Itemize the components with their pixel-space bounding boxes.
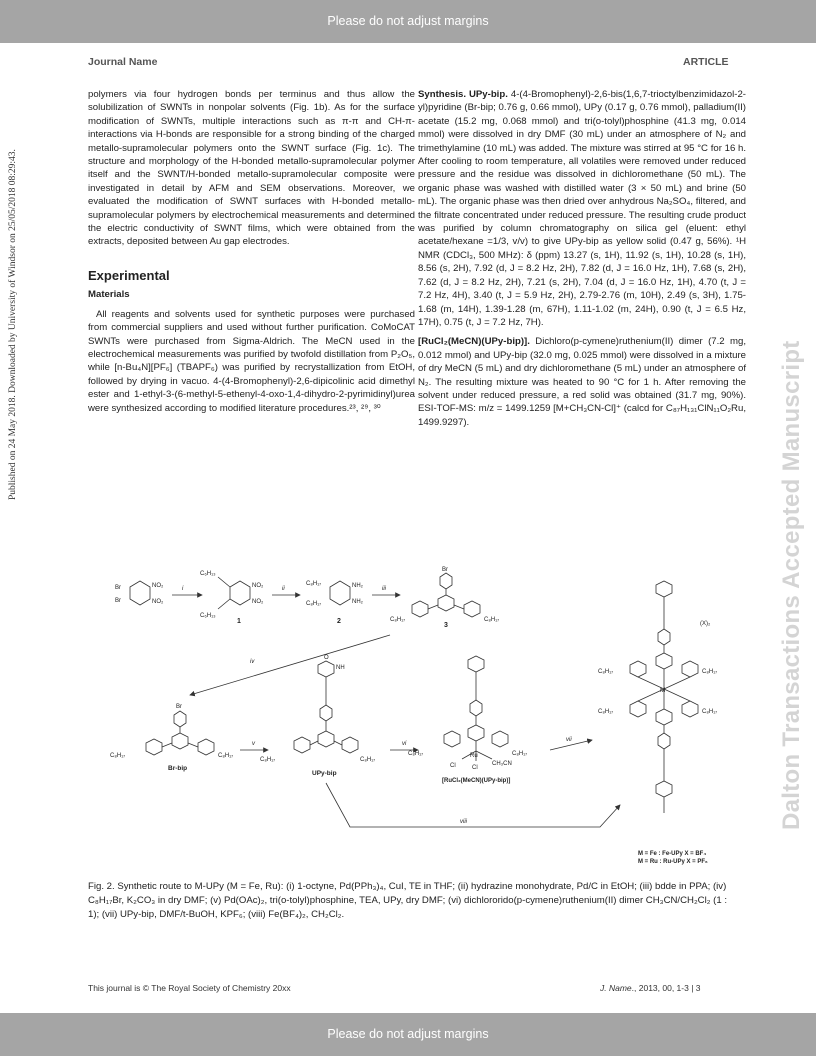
- journal-abbrev: J. Name: [600, 983, 632, 993]
- right-column: [418, 88, 746, 435]
- m-upy-ru-label: M = Ru : Ru-UPy X = PF₆: [638, 859, 708, 865]
- figure-caption: Fig. 2. Synthetic route to M-UPy (M = Fe, Ru): (i) 1-octyne, Pd(PPh₃)₄, CuI, TE in THF; (ii) hydrazine monohydrate, Pd/C in EtOH; (iii) bdde in PPA; (iv) C₈H₁₇Br, K₂CO₃ in dry DMF; (v) Pd(OAc)₂, tri(o-tolyl)phosphine, TEA, UPy, dry DMF; (vi) dichlororido(p-cymene)ruthenium(II) dimer CH₃CN/CH₂Cl₂ (1 : 1); (vii) UPy-bip, DMF/t-BuOH, KPF₆; (viii) Fe(BF₄)₂, CH₂Cl₂.: [88, 881, 727, 920]
- step-i-label: i: [182, 586, 184, 592]
- m-upy-structure: [630, 581, 698, 813]
- m-upy-fe-label: M = Fe : Fe-UPy X = BF₄: [638, 851, 707, 857]
- step-v-label: v: [252, 741, 255, 747]
- br-label: Br: [176, 704, 182, 710]
- compound-1-structure: [218, 577, 250, 609]
- step-vii-label: vii: [566, 737, 572, 743]
- materials-paragraph: All reagents and solvents used for synthetic purposes were purchased from commercial suppliers and used without further purification. CoMoCAT SWNTs were purchased from Sigma-Aldrich. The MeCN used in the electrochemical measurements was purified by twofold distillation from P₂O₅, while [n-Bu₄N][PF₆] (TBAPF₆) was purified by recrystallization from EtOH, followed by drying in vacuo. 4-(4-Bromophenyl)-2,6-dipicolinic acid dimethyl ester and 1-ethyl-3-(6-methyl-5-ethenyl-4-oxo-1,4-dihydro-2-pyrimidinyl)urea were synthesized according to modified literature procedures.²³, ²⁹, ³⁰: [88, 308, 415, 414]
- bottom-margin-banner: Please do not adjust margins: [0, 1013, 816, 1056]
- synthesis-title: Synthesis.: [418, 89, 466, 100]
- nh2-label: NH₂: [352, 583, 363, 589]
- c8h17-label: C₈H₁₇: [390, 617, 406, 623]
- br-label: Br: [115, 585, 121, 591]
- br-label: Br: [115, 598, 121, 604]
- cl-label: Cl: [472, 765, 478, 771]
- compound-1-label: 1: [237, 618, 241, 625]
- compound-3-label: 3: [444, 622, 448, 629]
- step-vi-label: vi: [402, 741, 407, 747]
- synthetic-scheme: [100, 565, 780, 880]
- upy-bip-label: UPy-bip: [312, 770, 337, 777]
- step-viii-arrow: [326, 783, 620, 827]
- copyright-footer: This journal is © The Royal Society of Chemistry 20xx: [88, 983, 291, 993]
- c8h17-label: C₈H₁₇: [512, 751, 528, 757]
- page-citation-footer: [600, 983, 701, 993]
- step-iv-label: iv: [250, 659, 255, 665]
- c8h17-label: C₈H₁₇: [306, 601, 322, 607]
- no2-label: NO₂: [252, 583, 264, 589]
- top-margin-banner: Please do not adjust margins: [0, 0, 816, 43]
- c8h17-label: C₈H₁₇: [598, 709, 614, 715]
- compound-3-structure: [412, 573, 480, 617]
- c8h17-label: C₈H₁₇: [306, 581, 322, 587]
- ru-complex-label: [RuCl₂(MeCN)(UPy-bip)]: [442, 778, 511, 784]
- c8h17-label: C₈H₁₇: [260, 757, 276, 763]
- c8h17-label: C₈H₁₇: [702, 669, 718, 675]
- citation-details: ., 2013, 00, 1-3 | 3: [631, 983, 701, 993]
- ch3cn-label: CH₃CN: [492, 761, 512, 767]
- br-label: Br: [442, 567, 448, 573]
- compound-2-label: 2: [337, 618, 341, 625]
- no2-label: NO₂: [152, 599, 164, 605]
- c8h17-label: C₈H₁₇: [702, 709, 718, 715]
- compound-2-structure: [330, 581, 350, 605]
- nh-label: NH: [336, 665, 345, 671]
- step-iv-arrow: [190, 635, 390, 695]
- c8h17-label: C₈H₁₇: [598, 669, 614, 675]
- section-heading: Experimental: [88, 267, 170, 283]
- nh2-label: NH₂: [352, 599, 363, 605]
- c8h17-label: C₈H₁₇: [218, 753, 234, 759]
- upy-bip-structure: [294, 661, 358, 753]
- br-bip-label: Br-bip: [168, 765, 188, 772]
- journal-name: Journal Name: [88, 56, 158, 68]
- no2-label: NO₂: [252, 599, 264, 605]
- ru-complex-title: [RuCl₂(MeCN)(UPy-bip)].: [418, 336, 530, 348]
- c8h17-label: C₈H₁₇: [360, 757, 376, 763]
- c8h17-label: C₈H₁₇: [484, 617, 500, 623]
- c6h13-label: C₆H₁₃: [200, 571, 216, 577]
- no2-label: NO₂: [152, 583, 164, 589]
- left-column: [88, 88, 415, 421]
- ru-complex-paragraph: Dichloro(p-cymene)ruthenium(II) dimer (7.2 mg, 0.012 mmol) and UPy-bip (32.0 mg, 0.025 mmol) were dissolved in a mixture of dry MeCN (5 mL) and dry dichloromethane (5 mL) under an atmosphere of N₂. The resulting mixture was heated to 90 °C for 1 h. After removing the solvent under reduced pressure, a red solid was obtained (31.7 mg, 90%). ESI-TOF-MS: m/z = 1499.1259 [M+CH₃CN-Cl]⁺ (calcd for C₈₇H₁₃₁ClN₁₁O₂Ru, 1499.9297).: [418, 336, 746, 428]
- step-ii-label: ii: [282, 586, 285, 592]
- step-viii-label: viii: [460, 819, 467, 825]
- intro-paragraph: polymers via four hydrogen bonds per terminus and thus allow the solubilization of SWNTs in nonpolar solvents (Fig. 1b). As for the surface modification of SWNTs, multiple interactions such as π-π and CH-π-interactions via H-bonds are responsible for a strong binding of the charged metallo-supramolecular polymers onto the SWNT surface (Fig. 1c). The structure and morphology of the H-bonded metallo-supramolecular polymer itself and the SWNT/H-bonded metallo-supramolecular composite were investigated in detail by AFM and SEM observations. Moreover, we evaluated the modification of SWNT surfaces with H-bonded metallo-supramolecular polymers by electrochemical measurements and determined the electric conductivity of SWNT films, which were obtained from the extracts, deposited between Au gap electrodes.: [88, 89, 415, 248]
- br-bip-structure: [146, 711, 214, 755]
- start-material-structure: [130, 581, 150, 605]
- article-type: ARTICLE: [683, 56, 729, 68]
- publication-note: Published on 24 May 2018. Downloaded by University of Windsor on 25/05/2018 08:29:43.: [8, 149, 18, 500]
- o-label: O: [324, 655, 329, 661]
- step-iii-label: iii: [382, 586, 386, 592]
- accepted-manuscript-watermark: Dalton Transactions Accepted Manuscript: [778, 340, 805, 830]
- metal-center-label: M: [660, 687, 666, 694]
- subsection-heading: Materials: [88, 289, 130, 301]
- ru-complex-structure: [444, 656, 508, 761]
- upy-bip-paragraph: 4-(4-Bromophenyl)-2,6-bis(1,6,7-trioctylbenzimidazol-2-yl)pyridine (Br-bip; 0.76 g, 0.66 mmol), UPy (0.17 g, 0.76 mmol), palladium(II) acetate (15.2 mg, 0.068 mmol) and tri(o-tolyl)phosphine (41.3 mg, 0.014 mmol) were dissolved in dry DMF (30 mL) under an atmosphere of N₂ and trimethylamine (10 mL) was added. The mixture was stirred at 95 °C for 16 h. After cooling to room temperature, all volatiles were removed under reduced pressure and the residue was dissolved in dichloromethane (50 mL). The organic phase was washed with distilled water (3 × 50 mL) and brine (50 mL). The organic phase was then dried over anhydrous Na₂SO₄, filtered, and the filtrate concentrated under reduced pressure. The resulting crude product was purified by column chromatography on silica gel (eluent: ethyl acetate/hexane =1/3, v/v) to give UPy-bip as yellow solid (0.47 g, 56%). ¹H NMR (CDCl₃, 500 MHz): δ (ppm) 13.27 (s, 1H), 11.92 (s, 1H), 10.28 (s, 1H), 8.56 (s, 2H), 7.92 (d, J = 8.2 Hz, 2H), 7.82 (d, J = 16.0 Hz, 1H), 7.68 (s, 2H), 7.62 (d, J = 8.2 Hz, 2H), 7.21 (s, 2H), 7.04 (d, J = 16.0 Hz, 1H), 4.70 (t, J = 7.2 Hz, 4H), 3.40 (t, J = 5.9 Hz, 2H), 2.79-2.76 (m, 10H), 2.49 (s, 3H), 1.75-1.68 (m, 14H), 1.39-1.28 (m, 67H), 1.11-1.02 (m, 24H), 0.90 (t, J = 6.5 Hz, 17H), 0.75 (t, J = 7.2 Hz, 7H).: [418, 89, 746, 328]
- ru-label: Ru: [470, 753, 478, 759]
- cl-label: Cl: [450, 763, 456, 769]
- c8h17-label: C₈H₁₇: [110, 753, 126, 759]
- counterion-label: (X)₂: [700, 621, 711, 627]
- c8h17-label: C₈H₁₇: [408, 751, 424, 757]
- c6h13-label: C₆H₁₃: [200, 613, 216, 619]
- synthesis-compound: UPy-bip.: [468, 89, 508, 100]
